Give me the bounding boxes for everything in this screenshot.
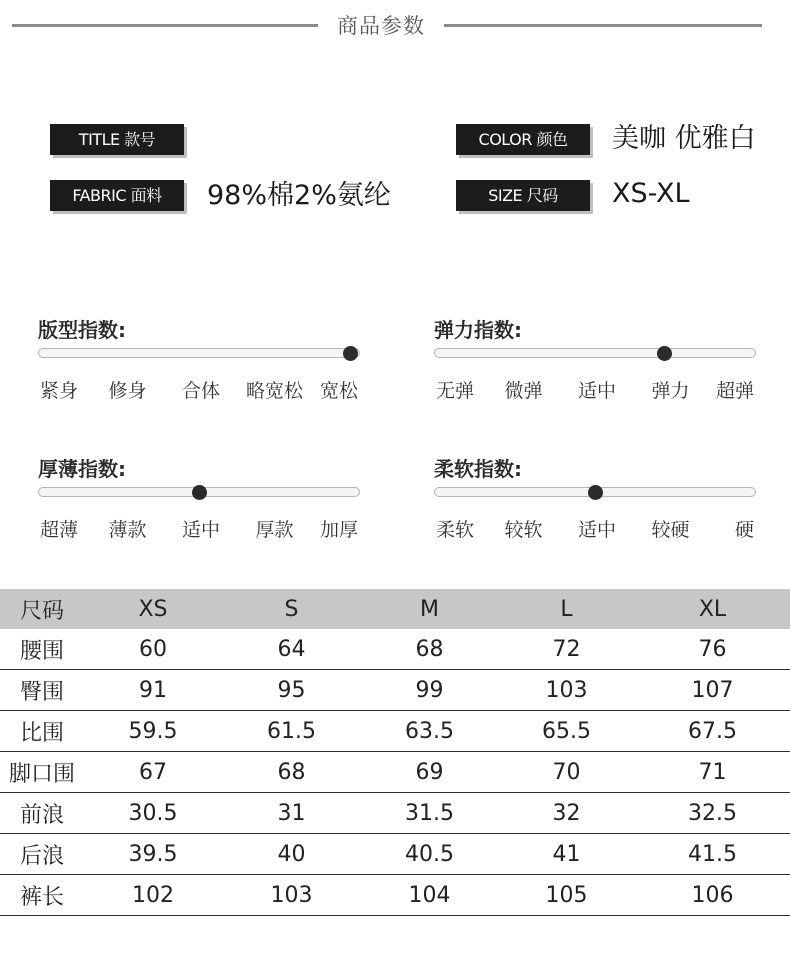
fit-index-tick: 修身 <box>108 380 147 402</box>
table-row <box>0 711 790 752</box>
section-header <box>0 0 790 52</box>
table-cell: 103 <box>498 670 635 711</box>
table-cell: 39.5 <box>84 834 222 875</box>
table-cell: 102 <box>84 875 222 916</box>
column-header: S <box>222 589 361 629</box>
table-cell: 63.5 <box>361 711 498 752</box>
table-cell: 64 <box>222 629 361 670</box>
section-title: 商品参数 <box>337 14 425 38</box>
elasticity-index-tick: 弹力 <box>651 380 690 402</box>
size-chart-table <box>0 589 790 916</box>
softness-index-title: 柔软指数: <box>434 457 522 481</box>
table-cell: 72 <box>498 629 635 670</box>
measurement-label: 臀围 <box>0 670 84 711</box>
color-label-tag: COLOR 颜色 <box>456 124 590 155</box>
table-cell: 41.5 <box>635 834 790 875</box>
softness-index <box>434 453 756 543</box>
fit-index <box>38 314 360 404</box>
fit-index-tick: 宽松 <box>319 380 358 402</box>
thickness-index-tick: 薄款 <box>108 519 147 541</box>
elasticity-index <box>434 314 756 404</box>
thickness-index-tick: 加厚 <box>319 519 358 541</box>
table-row <box>0 670 790 711</box>
measurement-label: 后浪 <box>0 834 84 875</box>
table-cell: 95 <box>222 670 361 711</box>
softness-index-tick: 硬 <box>734 519 754 541</box>
table-row <box>0 793 790 834</box>
column-header: 尺码 <box>0 589 84 629</box>
table-cell: 106 <box>635 875 790 916</box>
measurement-label: 比围 <box>0 711 84 752</box>
table-cell: 59.5 <box>84 711 222 752</box>
table-cell: 107 <box>635 670 790 711</box>
fit-index-track <box>38 348 360 358</box>
measurement-label: 脚口围 <box>0 752 84 793</box>
size-label-tag: SIZE 尺码 <box>456 180 590 211</box>
color-value: 美咖 优雅白 <box>612 123 756 154</box>
fit-index-marker <box>343 346 358 361</box>
softness-index-tick: 适中 <box>577 519 616 541</box>
table-cell: 105 <box>498 875 635 916</box>
table-row <box>0 834 790 875</box>
table-cell: 68 <box>361 629 498 670</box>
header-rule-left <box>12 24 318 27</box>
table-cell: 67 <box>84 752 222 793</box>
elasticity-index-tick: 超弹 <box>715 380 754 402</box>
table-cell: 76 <box>635 629 790 670</box>
column-header: XS <box>84 589 222 629</box>
elasticity-index-tick: 适中 <box>577 380 616 402</box>
fit-index-tick: 紧身 <box>40 380 79 402</box>
fabric-label-tag: FABRIC 面料 <box>50 180 184 211</box>
elasticity-index-tick: 微弹 <box>504 380 543 402</box>
table-cell: 60 <box>84 629 222 670</box>
measurement-label: 前浪 <box>0 793 84 834</box>
thickness-index-marker <box>192 485 207 500</box>
thickness-index-tick: 超薄 <box>40 519 79 541</box>
table-cell: 31.5 <box>361 793 498 834</box>
table-cell: 99 <box>361 670 498 711</box>
thickness-index-title: 厚薄指数: <box>38 457 126 481</box>
table-cell: 32.5 <box>635 793 790 834</box>
fit-index-tick: 合体 <box>181 380 220 402</box>
table-cell: 67.5 <box>635 711 790 752</box>
measurement-label: 裤长 <box>0 875 84 916</box>
table-cell: 65.5 <box>498 711 635 752</box>
softness-index-tick: 较硬 <box>651 519 690 541</box>
table-cell: 104 <box>361 875 498 916</box>
column-header: M <box>361 589 498 629</box>
softness-index-tick: 较软 <box>504 519 543 541</box>
softness-index-tick: 柔软 <box>436 519 475 541</box>
thickness-index-tick: 适中 <box>181 519 220 541</box>
table-cell: 40.5 <box>361 834 498 875</box>
table-cell: 30.5 <box>84 793 222 834</box>
thickness-index-tick: 厚款 <box>255 519 294 541</box>
table-cell: 69 <box>361 752 498 793</box>
table-row <box>0 752 790 793</box>
table-cell: 70 <box>498 752 635 793</box>
size-table-header-row <box>0 589 790 629</box>
table-cell: 61.5 <box>222 711 361 752</box>
table-cell: 71 <box>635 752 790 793</box>
table-cell: 31 <box>222 793 361 834</box>
elasticity-index-marker <box>657 346 672 361</box>
table-cell: 68 <box>222 752 361 793</box>
fabric-value: 98%棉2%氨纶 <box>207 180 391 211</box>
measurement-label: 腰围 <box>0 629 84 670</box>
thickness-index <box>38 453 360 543</box>
elasticity-index-track <box>434 348 756 358</box>
fit-index-title: 版型指数: <box>38 318 126 342</box>
table-cell: 91 <box>84 670 222 711</box>
column-header: XL <box>635 589 790 629</box>
column-header: L <box>498 589 635 629</box>
table-cell: 103 <box>222 875 361 916</box>
elasticity-index-title: 弹力指数: <box>434 318 522 342</box>
title-label-tag: TITLE 款号 <box>50 124 184 155</box>
table-row <box>0 875 790 916</box>
table-cell: 41 <box>498 834 635 875</box>
table-cell: 32 <box>498 793 635 834</box>
table-cell: 40 <box>222 834 361 875</box>
size-range-value: XS-XL <box>612 178 690 209</box>
header-rule-right <box>444 24 762 27</box>
table-row <box>0 629 790 670</box>
elasticity-index-tick: 无弹 <box>436 380 475 402</box>
softness-index-marker <box>588 485 603 500</box>
fit-index-tick: 略宽松 <box>245 380 303 402</box>
